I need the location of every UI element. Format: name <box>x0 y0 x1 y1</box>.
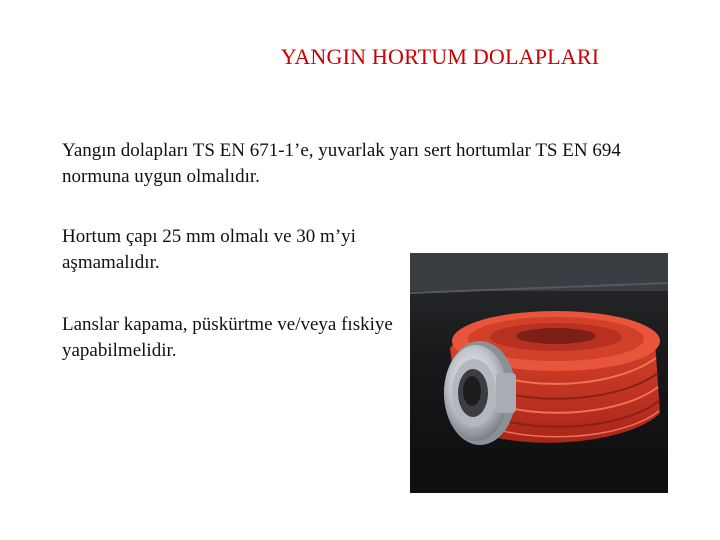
paragraph-hose-diameter: Hortum çapı 25 mm olmalı ve 30 m’yi aşmamalıdır. <box>62 226 356 273</box>
slide-title: YANGIN HORTUM DOLAPLARI <box>280 44 600 69</box>
paragraph-nozzles: Lanslar kapama, püskürtme ve/veya fıskiye yapabilmelidir. <box>62 314 393 361</box>
fire-hose-photo <box>410 253 668 493</box>
paragraph-standards: Yangın dolapları TS EN 671-1’e, yuvarlak yarı sert hortumlar TS EN 694 normuna uygun olmalıdır. <box>62 140 621 187</box>
